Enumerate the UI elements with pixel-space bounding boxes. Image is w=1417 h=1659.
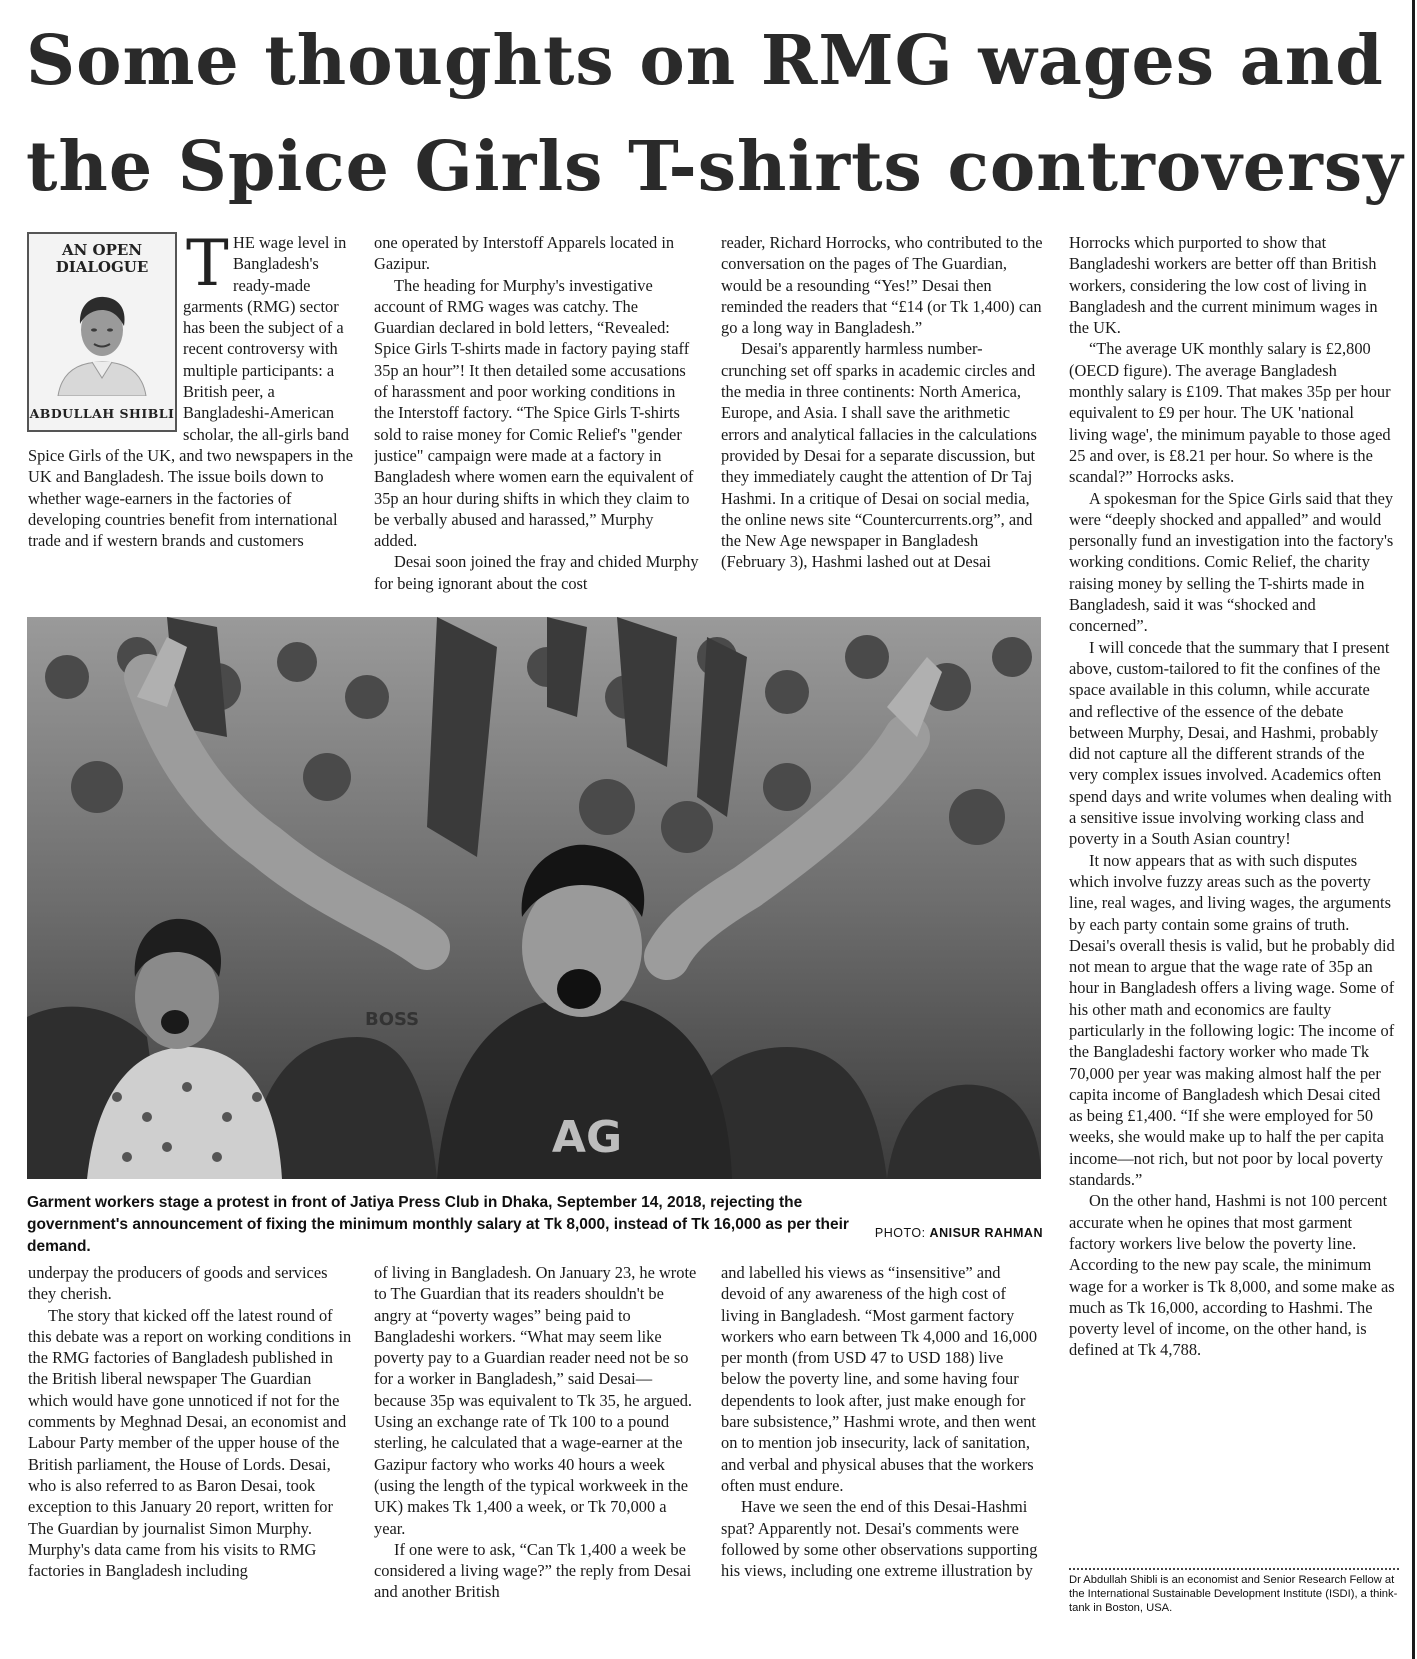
kicker-line-2: DIALOGUE: [55, 258, 149, 276]
col1-top-paragraph: HE wage level in Bangladesh's ready-made garments (RMG) sector has been the subject of a recent controversy with multiple participants: a British peer, a Bangladeshi-American scholar, the all-girls band Spice Girls of the UK, and two newspapers in the UK and Bangladesh. The issue boils down to whether wage-earners in the factories of developing countries benefit from international trade and if western brands and customers: [28, 233, 353, 551]
headline-line-1: Some thoughts on RMG wages and: [26, 21, 1384, 101]
headline-line-2: the Spice Girls T-shirts controversy: [26, 127, 1404, 207]
page-right-rule: [1412, 0, 1415, 1659]
col3-top-p1: reader, Richard Horrocks, who contributed to the conversation on the pages of The Guardian, would be a resounding “Yes!” Desai then reminded the readers that “£14 (or Tk 1,400) can go a long way in Bangladesh.”: [721, 233, 1043, 338]
photo-credit: [868, 1226, 1043, 1240]
shirt-text: AG: [551, 1112, 623, 1163]
kicker-line-1: AN OPEN: [61, 241, 143, 259]
column-3-top: [721, 232, 1046, 610]
col2-top-p1: one operated by Interstoff Apparels located in Gazipur.: [374, 233, 675, 274]
column-2-bottom: [374, 1262, 699, 1630]
author-bio: Dr Abdullah Shibli is an economist and Senior Research Fellow at the International Sustainable Development Institute (ISDI), a think-tank in Boston, USA.: [1069, 1568, 1399, 1615]
photo-caption: Garment workers stage a protest in front of Jatiya Press Club in Dhaka, September 14, 2018, rejecting the government's announcement of fixing the minimum monthly salary at Tk 8,000, instead of Tk 16,000 as per their demand.: [27, 1194, 849, 1255]
col1-bottom-p2: The story that kicked off the latest round of this debate was a report on working conditions in the RMG factories of Bangladesh published in the British liberal newspaper The Guardian which would have gone unnoticed if not for the comments by Meghnad Desai, an economist and Labour Party member of the upper house of the British parliament, the House of Lords. Desai, who is also referred to as Baron Desai, took exception to this January 20 report, written for The Guardian by journalist Simon Murphy. Murphy's data came from his visits to RMG factories in Bangladesh including: [28, 1305, 352, 1581]
col4-p5: It now appears that as with such disputes which involve fuzzy areas such as the poverty line, real wages, and living wages, the arguments by each party contain some grains of truth. Desai's overall thesis is valid, but he probably did not mean to argue that the wage rate of 35p an hour in Bangladesh offers a living wage. Some of his other math and economics are faulty particularly in the following logic: The income of the Bangladeshi factory worker who made Tk 70,000 per year was making almost half the per capita income of Bangladesh which Desai cited as being £1,400. “If she were employed for 50 weeks, she would make up to half the per capita income—not rich, but not poor by local poverty standards.”: [1069, 850, 1395, 1190]
column-1-bottom: [28, 1262, 353, 1630]
credit-name: ANISUR RAHMAN: [929, 1226, 1043, 1240]
flag-text: BOSS: [365, 1009, 420, 1030]
col3-bottom-p2: Have we seen the end of this Desai-Hashmi spat? Apparently not. Desai's comments were followed by some other observations supporting his views, including one extreme illustration by: [721, 1497, 1038, 1581]
col4-p1: Horrocks which purported to show that Bangladeshi workers are better off than British workers, considering the low cost of living in Bangladesh and the current minimum wages in the UK.: [1069, 233, 1378, 338]
protest-photo: [27, 617, 1041, 1179]
col1-bottom-p1: underpay the producers of goods and services they cherish.: [28, 1263, 328, 1304]
col4-p3: A spokesman for the Spice Girls said that they were “deeply shocked and appalled” and would personally fund an investigation into the factory's working conditions. Comic Relief, the charity raising money by selling the T-shirts made in Bangladesh, said it was “shocked and concerned”.: [1069, 488, 1394, 636]
headline: [26, 8, 1406, 220]
col3-top-p2: Desai's apparently harmless number-crunching set off sparks in academic circles and the media in three continents: North America, Europe, and Asia. I shall save the arithmetic errors and analytical fallacies in the calculations provided by Desai for a separate discussion, but they immediately caught the attention of Dr Taj Hashmi. In a critique of Desai on social media, the online news site “Countercurrents.org”, and the New Age newspaper in Bangladesh (February 3), Hashmi lashed out at Desai: [721, 339, 1037, 572]
col2-bottom-p2: If one were to ask, “Can Tk 1,400 a week be considered a living wage?” the reply from Desai and another British: [374, 1539, 692, 1602]
author-name: ABDULLAH SHIBLI: [29, 406, 175, 421]
col2-top-p2: The heading for Murphy's investigative account of RMG wages was catchy. The Guardian declared in bold letters, “Revealed: Spice Girls T-shirts made in factory paying staff 35p an hour”! It then detailed some accusations of harassment and poor working conditions in the Interstoff factory. “The Spice Girls T-shirts sold to raise money for Comic Relief's "gender justice" campaign were made at a factory in Bangladesh where women earn the equivalent of 35p an hour during shifts in which they claim to be verbally abused and harassed,” Murphy added.: [374, 275, 694, 551]
col2-bottom-p1: of living in Bangladesh. On January 23, he wrote to The Guardian that its readers shouldn't be angry at “poverty wages” being paid to Bangladeshi workers. “What may seem like poverty pay to a Guardian reader need not be so for a worker in Bangladesh,” said Desai—because 35p was equivalent to Tk 35, he argued. Using an exchange rate of Tk 100 to a pound sterling, he calculated that a wage-earner at the Gazipur factory who works 40 hours a week (using the length of the typical workweek in the UK) makes Tk 1,400 a week, or Tk 70,000 a year.: [374, 1263, 697, 1538]
column-2-top: [374, 232, 699, 610]
col4-p4: I will concede that the summary that I present above, custom-tailored to fit the confines of the space available in this column, while accurate and reflective of the essence of the debate between Murphy, Desai, and Hashmi, probably did not capture all the different strands of the very complex issues involved. Academics often spend days and write volumes when dealing with a sensitive issue involving working class and poverty in a South Asian country!: [1069, 637, 1392, 849]
credit-label: PHOTO:: [874, 1226, 926, 1240]
column-3-bottom: [721, 1262, 1046, 1630]
col3-bottom-p1: and labelled his views as “insensitive” and devoid of any awareness of the high cost of living in Bangladesh. “Most garment factory workers who earn between Tk 4,000 and 16,000 per month (from USD 47 to USD 188) live below the poverty line, and some having four dependents to look after, just make enough for bare subsistence,” Hashmi wrote, and then went on to mention job insecurity, lack of sanitation, and verbal and physical abuses that the workers often must endure.: [721, 1263, 1038, 1495]
col2-top-p3: Desai soon joined the fray and chided Murphy for being ignorant about the cost: [374, 552, 699, 593]
drop-cap-spacer: [183, 236, 227, 292]
col4-p2: “The average UK monthly salary is £2,800 (OECD figure). The average Bangladesh monthly salary is £109. That makes 35p per hour equivalent to £9 per hour. The UK 'national living wage', the minimum payable to those aged 25 and over, is £8.21 per hour. So where is the scandal?” Horrocks asks.: [1069, 339, 1391, 487]
column-1-top: [28, 227, 353, 610]
column-4: [1069, 232, 1395, 1562]
col4-p6: On the other hand, Hashmi is not 100 percent accurate when he opines that most garment factory workers live below the poverty line. According to the new pay scale, the minimum wage for a worker is Tk 8,000, and some make as much as Tk 16,000, according to Hashmi. The poverty level of income, on the other hand, is defined at Tk 4,788.: [1069, 1191, 1395, 1360]
protest-photo-illustration: [27, 617, 1041, 1179]
drop-cap: T: [186, 227, 229, 301]
